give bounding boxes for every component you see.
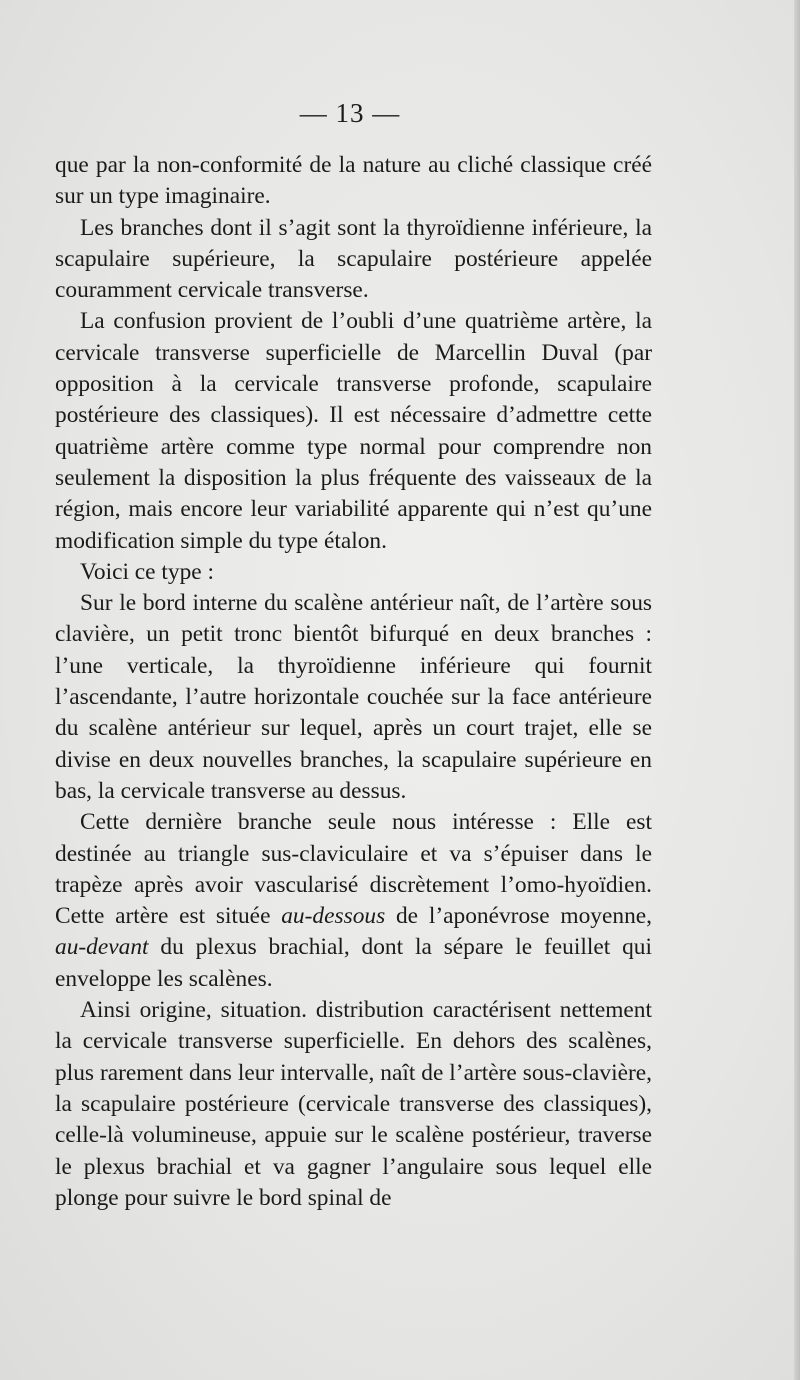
paragraph-6 bbox=[55, 807, 652, 995]
italic-au-devant: au-devant bbox=[55, 934, 149, 961]
page-number-header: — 13 — bbox=[299, 98, 401, 128]
italic-au-dessous: au-dessous bbox=[281, 903, 386, 930]
paragraph-7-text: Ainsi origine, situation. distribution caractérisent nettement la cervicale transverse superficielle. En dehors des scalènes, plus rarement dans leur intervalle, naît de l’artère sous-clavière, la scapulaire postérieure (cervicale transverse des classiques), celle-là volumineuse, appuie sur le scalène postérieur, traverse le plexus brachial et va gagner l’angulaire sous lequel elle plonge pour suivre le bord spinal de bbox=[55, 997, 652, 1211]
scan-edge-shadow bbox=[794, 0, 800, 1380]
paragraph-3-text: La confusion provient de l’oubli d’une quatrième artère, la cervicale transverse superficielle de Marcellin Duval (par opposition à la cervicale transverse profonde, scapulaire postérieure des classiques). Il est nécessaire d’admettre cette quatrième artère comme type normal pour comprendre non seulement la disposition la plus fréquente des vaisseaux de la région, mais encore leur variabilité apparente qui n’est qu’une modification simple du type étalon. bbox=[55, 308, 652, 554]
paragraph-4 bbox=[55, 557, 652, 588]
paragraph-2 bbox=[55, 213, 652, 307]
body-text bbox=[55, 150, 652, 1214]
paragraph-1-text: que par la non-conformité de la nature au cliché classique créé sur un type imaginaire. bbox=[55, 152, 652, 210]
paragraph-6-text-2: de l’aponévrose moyenne, bbox=[385, 903, 652, 930]
paragraph-2-text: Les branches dont il s’agit sont la thyroïdienne inférieure, la scapulaire supérieure, la scapulaire postérieure appelée couramment cervicale transverse. bbox=[55, 214, 652, 304]
paragraph-3 bbox=[55, 306, 652, 556]
paragraph-4-text: Voici ce type : bbox=[80, 558, 215, 585]
paragraph-7 bbox=[55, 995, 652, 1214]
paragraph-5-text: Sur le bord interne du scalène antérieur naît, de l’artère sous clavière, un petit tronc bientôt bifurqué en deux branches : l’une verticale, la thyroïdienne inférieure qui fournit l’ascendante, l’autre horizontale couchée sur la face antérieure du scalène antérieur sur lequel, après un court trajet, elle se divise en deux nouvelles branches, la scapulaire supérieure en bas, la cervicale transverse au dessus. bbox=[55, 590, 652, 804]
paragraph-1 bbox=[55, 150, 652, 213]
paragraph-6-text-3: du plexus brachial, dont la sépare le feuillet qui enveloppe les scalènes. bbox=[55, 934, 652, 992]
paragraph-5 bbox=[55, 588, 652, 807]
paragraph-6-text: Cette dernière branche seule nous intéresse : Elle est destinée au triangle sus-claviculaire et va s’épuiser dans le trapèze après avoir vascularisé discrètement l’omo-hyoïdien. Cette artère est située bbox=[55, 809, 652, 930]
